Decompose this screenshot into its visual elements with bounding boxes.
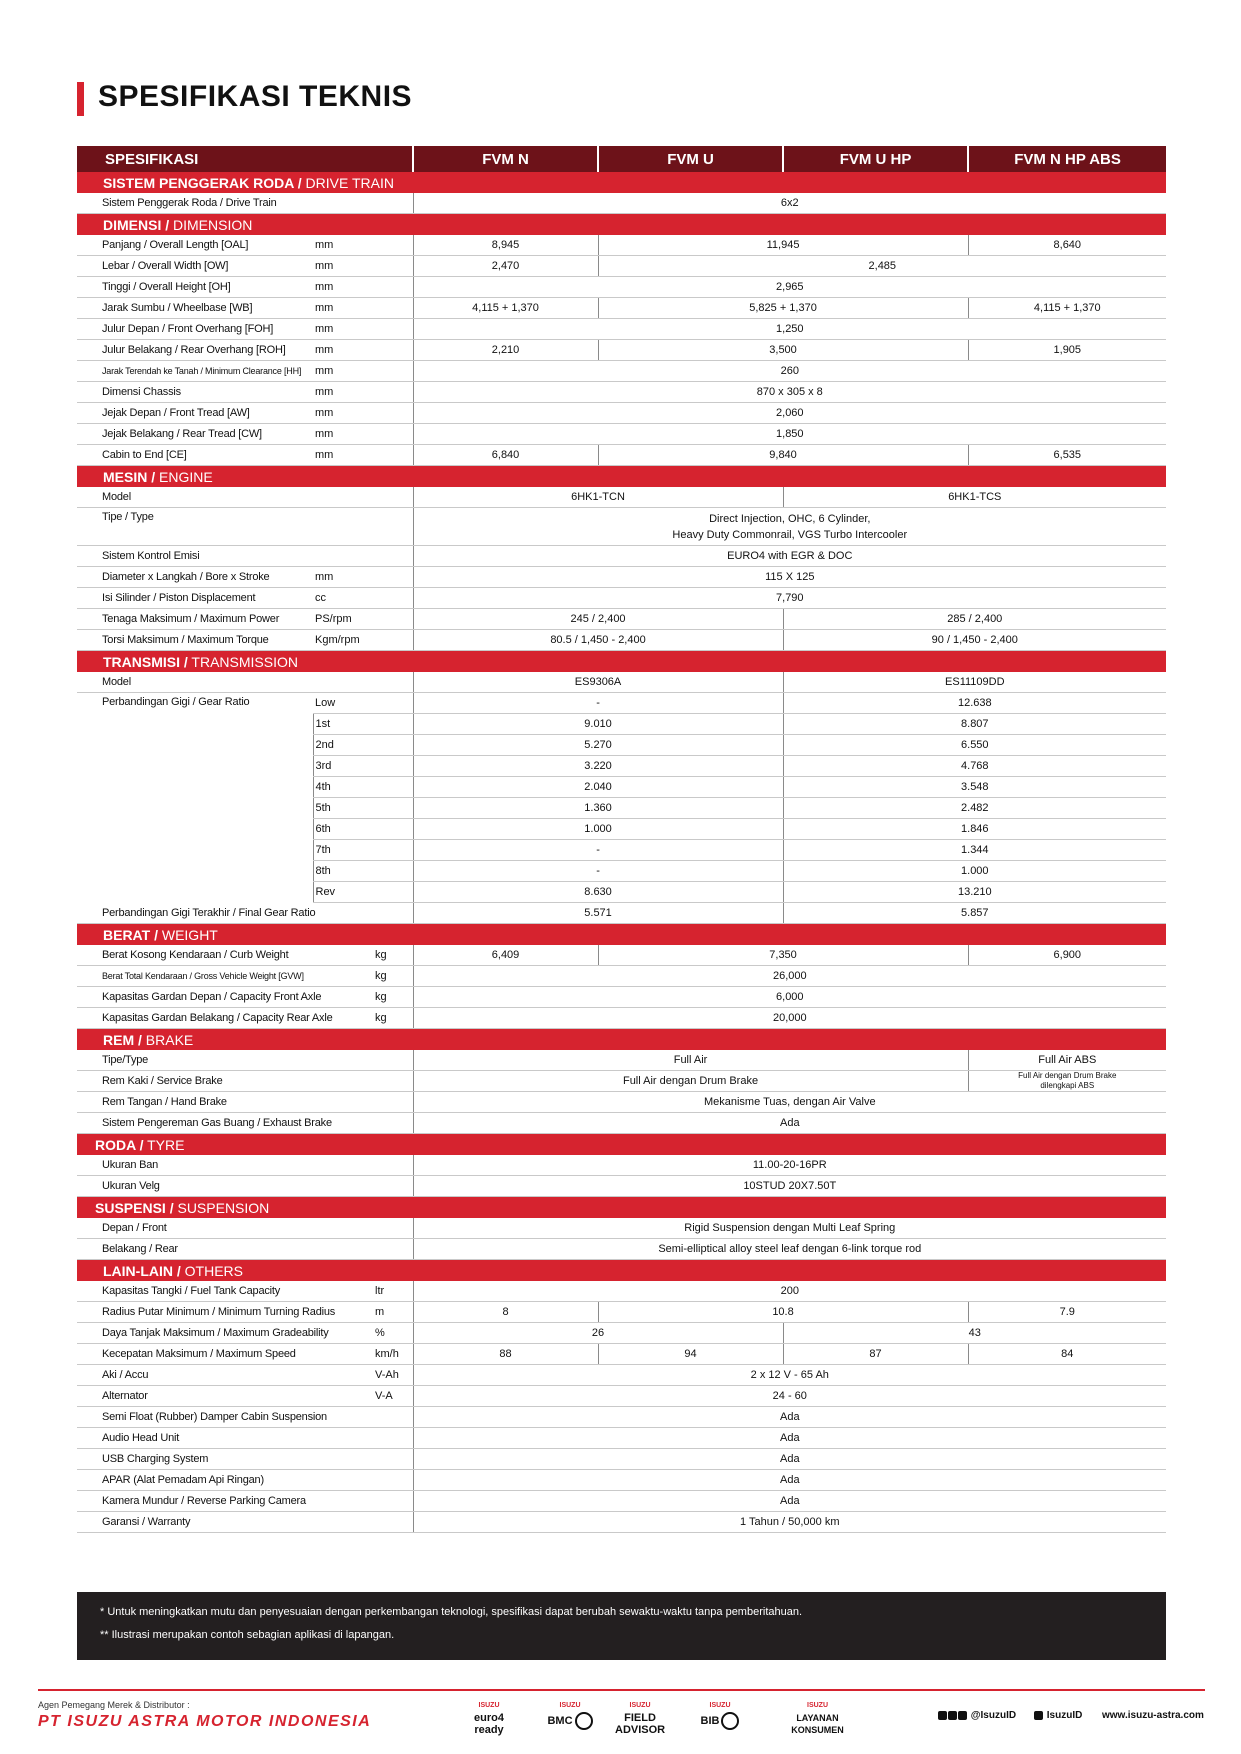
section-subtitle: WEIGHT bbox=[157, 926, 218, 943]
row-value: 6,900 bbox=[968, 945, 1166, 966]
row-label: APAR (Alat Pemadam Api Ringan) bbox=[77, 1470, 413, 1491]
row-value: 9.010 bbox=[413, 714, 783, 735]
row-unit: PS/rpm bbox=[313, 609, 413, 630]
row-value: 20,000 bbox=[413, 1008, 1166, 1029]
row-value: 3.548 bbox=[783, 777, 1166, 798]
page-title: SPESIFIKASI TEKNIS bbox=[98, 80, 413, 113]
instagram-icon bbox=[958, 1711, 967, 1720]
section-subtitle: TYRE bbox=[143, 1136, 185, 1153]
row-value: 84 bbox=[968, 1344, 1166, 1365]
row-value: 5.270 bbox=[413, 735, 783, 756]
table-row bbox=[77, 1365, 1166, 1386]
row-value: 7.9 bbox=[968, 1302, 1166, 1323]
row-label: Cabin to End [CE] bbox=[77, 445, 313, 466]
row-value: Rigid Suspension dengan Multi Leaf Spring bbox=[413, 1218, 1166, 1239]
table-row bbox=[77, 588, 1166, 609]
table-row bbox=[77, 903, 1166, 924]
table-row bbox=[77, 277, 1166, 298]
row-value: 2,470 bbox=[413, 256, 598, 277]
table-row bbox=[77, 1092, 1166, 1113]
row-value: 6HK1-TCS bbox=[783, 487, 1166, 508]
section-subtitle: DIMENSION bbox=[169, 216, 253, 233]
bib-logo bbox=[695, 1700, 745, 1734]
row-value: 6,409 bbox=[413, 945, 598, 966]
section-title: BERAT / bbox=[103, 926, 158, 943]
row-value: 94 bbox=[598, 1344, 783, 1365]
row-value: 4,115 + 1,370 bbox=[413, 298, 598, 319]
row-value bbox=[413, 508, 1166, 546]
logo-brand: ISUZU bbox=[807, 1702, 828, 1709]
row-value: Ada bbox=[413, 1449, 1166, 1470]
row-value: 43 bbox=[783, 1323, 1166, 1344]
table-row bbox=[77, 1407, 1166, 1428]
row-value: 12.638 bbox=[783, 693, 1166, 714]
notes-box bbox=[77, 1592, 1166, 1660]
table-row bbox=[77, 1176, 1166, 1197]
row-label: Depan / Front bbox=[77, 1218, 413, 1239]
row-value: 1,905 bbox=[968, 340, 1166, 361]
header-fvm-u-hp: FVM U HP bbox=[783, 146, 968, 172]
row-value: - bbox=[413, 861, 783, 882]
row-value: 2,210 bbox=[413, 340, 598, 361]
table-row bbox=[77, 403, 1166, 424]
row-value: 1.360 bbox=[413, 798, 783, 819]
row-value: 8,640 bbox=[968, 235, 1166, 256]
row-label: Model bbox=[77, 672, 413, 693]
row-label: Perbandingan Gigi / Gear Ratio bbox=[102, 696, 250, 708]
table-row bbox=[77, 987, 1166, 1008]
table-row bbox=[77, 1449, 1166, 1470]
row-value: 90 / 1,450 - 2,400 bbox=[783, 630, 1166, 651]
table-row bbox=[77, 1491, 1166, 1512]
row-value: 1,850 bbox=[413, 424, 1166, 445]
row-unit: mm bbox=[313, 319, 413, 340]
row-unit: mm bbox=[313, 277, 413, 298]
table-row bbox=[77, 424, 1166, 445]
table-row bbox=[77, 340, 1166, 361]
field-advisor-logo bbox=[615, 1700, 665, 1734]
row-value: ES11109DD bbox=[783, 672, 1166, 693]
table-row bbox=[77, 609, 1166, 630]
row-value: 3.220 bbox=[413, 756, 783, 777]
row-value: 2,485 bbox=[598, 256, 1166, 277]
table-row bbox=[77, 1302, 1166, 1323]
row-value: 9,840 bbox=[598, 445, 968, 466]
brake-abs-line: dilengkapi ABS bbox=[1040, 1081, 1095, 1090]
row-label: Kapasitas Gardan Belakang / Capacity Rear Axle bbox=[77, 1008, 373, 1029]
logo-name: BMC bbox=[547, 1714, 573, 1727]
row-label: Audio Head Unit bbox=[77, 1428, 413, 1449]
row-value: 7,350 bbox=[598, 945, 968, 966]
row-label: Torsi Maksimum / Maximum Torque bbox=[77, 630, 313, 651]
header-fvm-u: FVM U bbox=[598, 146, 783, 172]
row-label: Alternator bbox=[77, 1386, 373, 1407]
section-title: MESIN / bbox=[103, 468, 156, 485]
row-unit: mm bbox=[313, 235, 413, 256]
section-subtitle: DRIVE TRAIN bbox=[301, 174, 394, 191]
twitter-icon bbox=[948, 1711, 957, 1720]
facebook-icon bbox=[938, 1711, 947, 1720]
youtube-handle: IsuzuID bbox=[1046, 1710, 1083, 1721]
section-weight bbox=[77, 924, 1166, 946]
row-label: Panjang / Overall Length [OAL] bbox=[77, 235, 313, 256]
row-value: 5.571 bbox=[413, 903, 783, 924]
gear-label: Low bbox=[313, 693, 413, 714]
section-title: SUSPENSI / bbox=[95, 1199, 174, 1216]
euro4-ready-logo bbox=[468, 1700, 510, 1734]
header-spesifikasi: SPESIFIKASI bbox=[77, 146, 413, 172]
row-label: Tipe/Type bbox=[77, 1050, 413, 1071]
table-row bbox=[77, 1113, 1166, 1134]
row-label: Jejak Belakang / Rear Tread [CW] bbox=[77, 424, 313, 445]
table-header-row bbox=[77, 146, 1166, 172]
row-value: Ada bbox=[413, 1470, 1166, 1491]
row-value: 87 bbox=[783, 1344, 968, 1365]
row-value: 1 Tahun / 50,000 km bbox=[413, 1512, 1166, 1533]
section-subtitle: ENGINE bbox=[155, 468, 213, 485]
row-unit: Kgm/rpm bbox=[313, 630, 413, 651]
row-value: Semi-elliptical alloy steel leaf dengan 6-link torque rod bbox=[413, 1239, 1166, 1260]
table-row bbox=[77, 298, 1166, 319]
note-text: ** Ilustrasi merupakan contoh sebagian aplikasi di lapangan. bbox=[100, 1629, 395, 1641]
row-value: 5.857 bbox=[783, 903, 1166, 924]
logo-brand: ISUZU bbox=[709, 1702, 731, 1709]
row-value: EURO4 with EGR & DOC bbox=[413, 546, 1166, 567]
row-value: Ada bbox=[413, 1113, 1166, 1134]
row-unit: mm bbox=[313, 361, 413, 382]
table-row bbox=[77, 1281, 1166, 1302]
section-title: RODA / bbox=[95, 1136, 144, 1153]
row-value: 6HK1-TCN bbox=[413, 487, 783, 508]
row-value: Full Air dengan Drum Brake bbox=[413, 1071, 968, 1092]
row-unit: V-A bbox=[373, 1386, 413, 1407]
row-label: Sistem Kontrol Emisi bbox=[77, 546, 413, 567]
row-value: 1.846 bbox=[783, 819, 1166, 840]
table-row bbox=[77, 1218, 1166, 1239]
table-row bbox=[77, 319, 1166, 340]
table-row bbox=[77, 382, 1166, 403]
logo-name: FIELD ADVISOR bbox=[615, 1712, 666, 1736]
row-label: Daya Tanjak Maksimum / Maximum Gradeability bbox=[77, 1323, 373, 1344]
row-value: 2.040 bbox=[413, 777, 783, 798]
row-label: Radius Putar Minimum / Minimum Turning Radius bbox=[77, 1302, 373, 1323]
table-row bbox=[77, 945, 1166, 966]
row-value: 6.550 bbox=[783, 735, 1166, 756]
row-value bbox=[968, 1071, 1166, 1092]
row-label: Jarak Sumbu / Wheelbase [WB] bbox=[77, 298, 313, 319]
row-label: Isi Silinder / Piston Displacement bbox=[77, 588, 313, 609]
gear-label: 2nd bbox=[313, 735, 413, 756]
table-row bbox=[77, 508, 1166, 546]
header-fvm-n-hp-abs: FVM N HP ABS bbox=[968, 146, 1166, 172]
wrench-icon bbox=[721, 1712, 739, 1730]
row-unit: mm bbox=[313, 403, 413, 424]
section-engine bbox=[77, 466, 1166, 488]
table-row bbox=[77, 1470, 1166, 1491]
table-row bbox=[77, 966, 1166, 987]
row-unit: kg bbox=[373, 1008, 413, 1029]
row-unit: kg bbox=[373, 945, 413, 966]
row-value: 2,060 bbox=[413, 403, 1166, 424]
row-label: Tipe / Type bbox=[77, 508, 413, 546]
gear-label: 5th bbox=[313, 798, 413, 819]
table-row bbox=[77, 1386, 1166, 1407]
row-label: Garansi / Warranty bbox=[77, 1512, 413, 1533]
row-label: Kamera Mundur / Reverse Parking Camera bbox=[77, 1491, 413, 1512]
row-unit: ltr bbox=[373, 1281, 413, 1302]
engine-type-line: Direct Injection, OHC, 6 Cylinder, bbox=[709, 512, 871, 525]
row-value: 11,945 bbox=[598, 235, 968, 256]
row-unit: mm bbox=[313, 424, 413, 445]
row-label: Kapasitas Tangki / Fuel Tank Capacity bbox=[77, 1281, 373, 1302]
table-row bbox=[77, 361, 1166, 382]
section-title: LAIN-LAIN / bbox=[103, 1262, 181, 1279]
row-value: ES9306A bbox=[413, 672, 783, 693]
row-value: 26,000 bbox=[413, 966, 1166, 987]
youtube-link[interactable] bbox=[1034, 1710, 1082, 1721]
row-value: 11.00-20-16PR bbox=[413, 1155, 1166, 1176]
row-label: Ukuran Velg bbox=[77, 1176, 413, 1197]
row-value: 80.5 / 1,450 - 2,400 bbox=[413, 630, 783, 651]
table-row bbox=[77, 567, 1166, 588]
row-label: Tinggi / Overall Height [OH] bbox=[77, 277, 313, 298]
note-text: * Untuk meningkatkan mutu dan penyesuaian dengan perkembangan teknologi, spesifikasi dapat berubah sewaktu-waktu tanpa pemberitahuan. bbox=[100, 1606, 803, 1618]
row-value: 2.482 bbox=[783, 798, 1166, 819]
logo-brand: ISUZU bbox=[559, 1702, 581, 1709]
row-unit: mm bbox=[313, 256, 413, 277]
section-suspension bbox=[77, 1197, 1166, 1219]
table-row bbox=[77, 1239, 1166, 1260]
social-media[interactable] bbox=[938, 1710, 1016, 1721]
row-unit: kg bbox=[373, 987, 413, 1008]
row-value: 245 / 2,400 bbox=[413, 609, 783, 630]
layanan-konsumen-logo bbox=[775, 1700, 860, 1734]
row-label: Lebar / Overall Width [OW] bbox=[77, 256, 313, 277]
row-label: Ukuran Ban bbox=[77, 1155, 413, 1176]
row-value: 1.344 bbox=[783, 840, 1166, 861]
row-value: 2 x 12 V - 65 Ah bbox=[413, 1365, 1166, 1386]
row-label: USB Charging System bbox=[77, 1449, 413, 1470]
row-value: 870 x 305 x 8 bbox=[413, 382, 1166, 403]
row-value: 1.000 bbox=[413, 819, 783, 840]
table-row bbox=[77, 546, 1166, 567]
logo-brand: ISUZU bbox=[478, 1702, 500, 1709]
table-row bbox=[77, 193, 1166, 214]
section-tyre bbox=[77, 1134, 1166, 1156]
gear-label: 3rd bbox=[313, 756, 413, 777]
row-label: Julur Belakang / Rear Overhang [ROH] bbox=[77, 340, 313, 361]
row-label: Sistem Penggerak Roda / Drive Train bbox=[77, 193, 413, 214]
row-value: 8 bbox=[413, 1302, 598, 1323]
row-value: Ada bbox=[413, 1428, 1166, 1449]
row-unit: mm bbox=[313, 298, 413, 319]
section-subtitle: OTHERS bbox=[180, 1262, 243, 1279]
row-unit: % bbox=[373, 1323, 413, 1344]
section-title: TRANSMISI / bbox=[103, 653, 188, 670]
row-value: 260 bbox=[413, 361, 1166, 382]
row-value: 88 bbox=[413, 1344, 598, 1365]
table-row bbox=[77, 693, 1166, 714]
row-value: 200 bbox=[413, 1281, 1166, 1302]
row-unit: mm bbox=[313, 382, 413, 403]
row-unit: V-Ah bbox=[373, 1365, 413, 1386]
row-value: 6,840 bbox=[413, 445, 598, 466]
row-value: - bbox=[413, 693, 783, 714]
company-name: PT ISUZU ASTRA MOTOR INDONESIA bbox=[38, 1713, 372, 1730]
table-row bbox=[77, 487, 1166, 508]
table-row bbox=[77, 1008, 1166, 1029]
row-value: 8,945 bbox=[413, 235, 598, 256]
gear-label: 8th bbox=[313, 861, 413, 882]
row-unit: mm bbox=[313, 445, 413, 466]
row-label: Perbandingan Gigi Terakhir / Final Gear Ratio bbox=[77, 903, 413, 924]
row-value: Mekanisme Tuas, dengan Air Valve bbox=[413, 1092, 1166, 1113]
wrench-icon bbox=[575, 1712, 593, 1730]
row-unit: cc bbox=[313, 588, 413, 609]
row-label: Tenaga Maksimum / Maximum Power bbox=[77, 609, 313, 630]
gear-label: 7th bbox=[313, 840, 413, 861]
row-unit: mm bbox=[313, 340, 413, 361]
row-value: 8.630 bbox=[413, 882, 783, 903]
row-value: Ada bbox=[413, 1491, 1166, 1512]
row-value: 1.000 bbox=[783, 861, 1166, 882]
section-brake bbox=[77, 1029, 1166, 1051]
table-row bbox=[77, 1323, 1166, 1344]
row-label: Berat Kosong Kendaraan / Curb Weight bbox=[77, 945, 373, 966]
section-title: REM / bbox=[103, 1031, 142, 1048]
row-value: 24 - 60 bbox=[413, 1386, 1166, 1407]
table-row bbox=[77, 256, 1166, 277]
engine-type-line: Heavy Duty Commonrail, VGS Turbo Intercooler bbox=[672, 528, 908, 541]
row-unit: km/h bbox=[373, 1344, 413, 1365]
spec-table bbox=[77, 146, 1166, 1533]
table-row bbox=[77, 1155, 1166, 1176]
row-value: 5,825 + 1,370 bbox=[598, 298, 968, 319]
section-others bbox=[77, 1260, 1166, 1282]
row-unit: kg bbox=[373, 966, 413, 987]
row-unit: mm bbox=[313, 567, 413, 588]
logo-name: LAYANAN KONSUMEN bbox=[791, 1713, 844, 1735]
row-value: 6,535 bbox=[968, 445, 1166, 466]
header-fvm-n: FVM N bbox=[413, 146, 598, 172]
table-row bbox=[77, 445, 1166, 466]
section-title: SISTEM PENGGERAK RODA / bbox=[103, 174, 302, 191]
agent-label: Agen Pemegang Merek & Distributor : bbox=[38, 1700, 190, 1710]
row-value: 2,965 bbox=[413, 277, 1166, 298]
row-label: Rem Tangan / Hand Brake bbox=[77, 1092, 413, 1113]
table-row bbox=[77, 1428, 1166, 1449]
section-drivetrain bbox=[77, 172, 1166, 193]
bmc-logo bbox=[540, 1700, 600, 1734]
row-value: Full Air ABS bbox=[968, 1050, 1166, 1071]
row-label: Jarak Terendah ke Tanah / Minimum Clearance [HH] bbox=[77, 361, 313, 382]
gear-label: Rev bbox=[313, 882, 413, 903]
section-dimension bbox=[77, 214, 1166, 236]
table-row bbox=[77, 235, 1166, 256]
row-value: - bbox=[413, 840, 783, 861]
row-value: 285 / 2,400 bbox=[783, 609, 1166, 630]
row-unit: m bbox=[373, 1302, 413, 1323]
row-label: Kecepatan Maksimum / Maximum Speed bbox=[77, 1344, 373, 1365]
row-label: Semi Float (Rubber) Damper Cabin Suspension bbox=[77, 1407, 413, 1428]
table-row bbox=[77, 672, 1166, 693]
row-label: Model bbox=[77, 487, 413, 508]
youtube-icon bbox=[1034, 1711, 1043, 1720]
table-row bbox=[77, 1512, 1166, 1533]
row-value: 6,000 bbox=[413, 987, 1166, 1008]
gear-label: 6th bbox=[313, 819, 413, 840]
row-label: Sistem Pengereman Gas Buang / Exhaust Brake bbox=[77, 1113, 413, 1134]
row-label: Jejak Depan / Front Tread [AW] bbox=[77, 403, 313, 424]
website-link[interactable]: www.isuzu-astra.com bbox=[1102, 1710, 1204, 1721]
row-label: Kapasitas Gardan Depan / Capacity Front Axle bbox=[77, 987, 373, 1008]
row-value: Full Air bbox=[413, 1050, 968, 1071]
row-value: 10STUD 20X7.50T bbox=[413, 1176, 1166, 1197]
logo-name: BIB bbox=[700, 1714, 720, 1727]
table-row bbox=[77, 630, 1166, 651]
row-value: 8.807 bbox=[783, 714, 1166, 735]
row-value: 6x2 bbox=[413, 193, 1166, 214]
row-label: Diameter x Langkah / Bore x Stroke bbox=[77, 567, 313, 588]
brake-abs-line: Full Air dengan Drum Brake bbox=[1018, 1071, 1117, 1080]
table-row bbox=[77, 1344, 1166, 1365]
section-title: DIMENSI / bbox=[103, 216, 170, 233]
gear-label: 4th bbox=[313, 777, 413, 798]
row-label: Berat Total Kendaraan / Gross Vehicle Weight [GVW] bbox=[77, 966, 373, 987]
row-label: Rem Kaki / Service Brake bbox=[77, 1071, 413, 1092]
row-value: 7,790 bbox=[413, 588, 1166, 609]
section-subtitle: SUSPENSION bbox=[173, 1199, 270, 1216]
row-value: 115 X 125 bbox=[413, 567, 1166, 588]
row-value: 10.8 bbox=[598, 1302, 968, 1323]
row-label: Aki / Accu bbox=[77, 1365, 373, 1386]
row-value: Ada bbox=[413, 1407, 1166, 1428]
row-value: 1,250 bbox=[413, 319, 1166, 340]
row-value: 4.768 bbox=[783, 756, 1166, 777]
social-handle: @IsuzuID bbox=[970, 1710, 1017, 1721]
gear-label: 1st bbox=[313, 714, 413, 735]
table-row bbox=[77, 1050, 1166, 1071]
section-transmission bbox=[77, 651, 1166, 673]
row-label: Dimensi Chassis bbox=[77, 382, 313, 403]
table-row bbox=[77, 1071, 1166, 1092]
footer-divider bbox=[38, 1689, 1205, 1691]
row-value: 13.210 bbox=[783, 882, 1166, 903]
logo-brand: ISUZU bbox=[629, 1702, 651, 1709]
title-accent-bar bbox=[77, 82, 84, 116]
section-subtitle: BRAKE bbox=[141, 1031, 194, 1048]
row-value: 26 bbox=[413, 1323, 783, 1344]
row-label: Julur Depan / Front Overhang [FOH] bbox=[77, 319, 313, 340]
row-label: Belakang / Rear bbox=[77, 1239, 413, 1260]
row-value: 3,500 bbox=[598, 340, 968, 361]
logo-name: euro4 ready bbox=[474, 1712, 504, 1736]
section-subtitle: TRANSMISSION bbox=[187, 653, 298, 670]
row-value: 4,115 + 1,370 bbox=[968, 298, 1166, 319]
